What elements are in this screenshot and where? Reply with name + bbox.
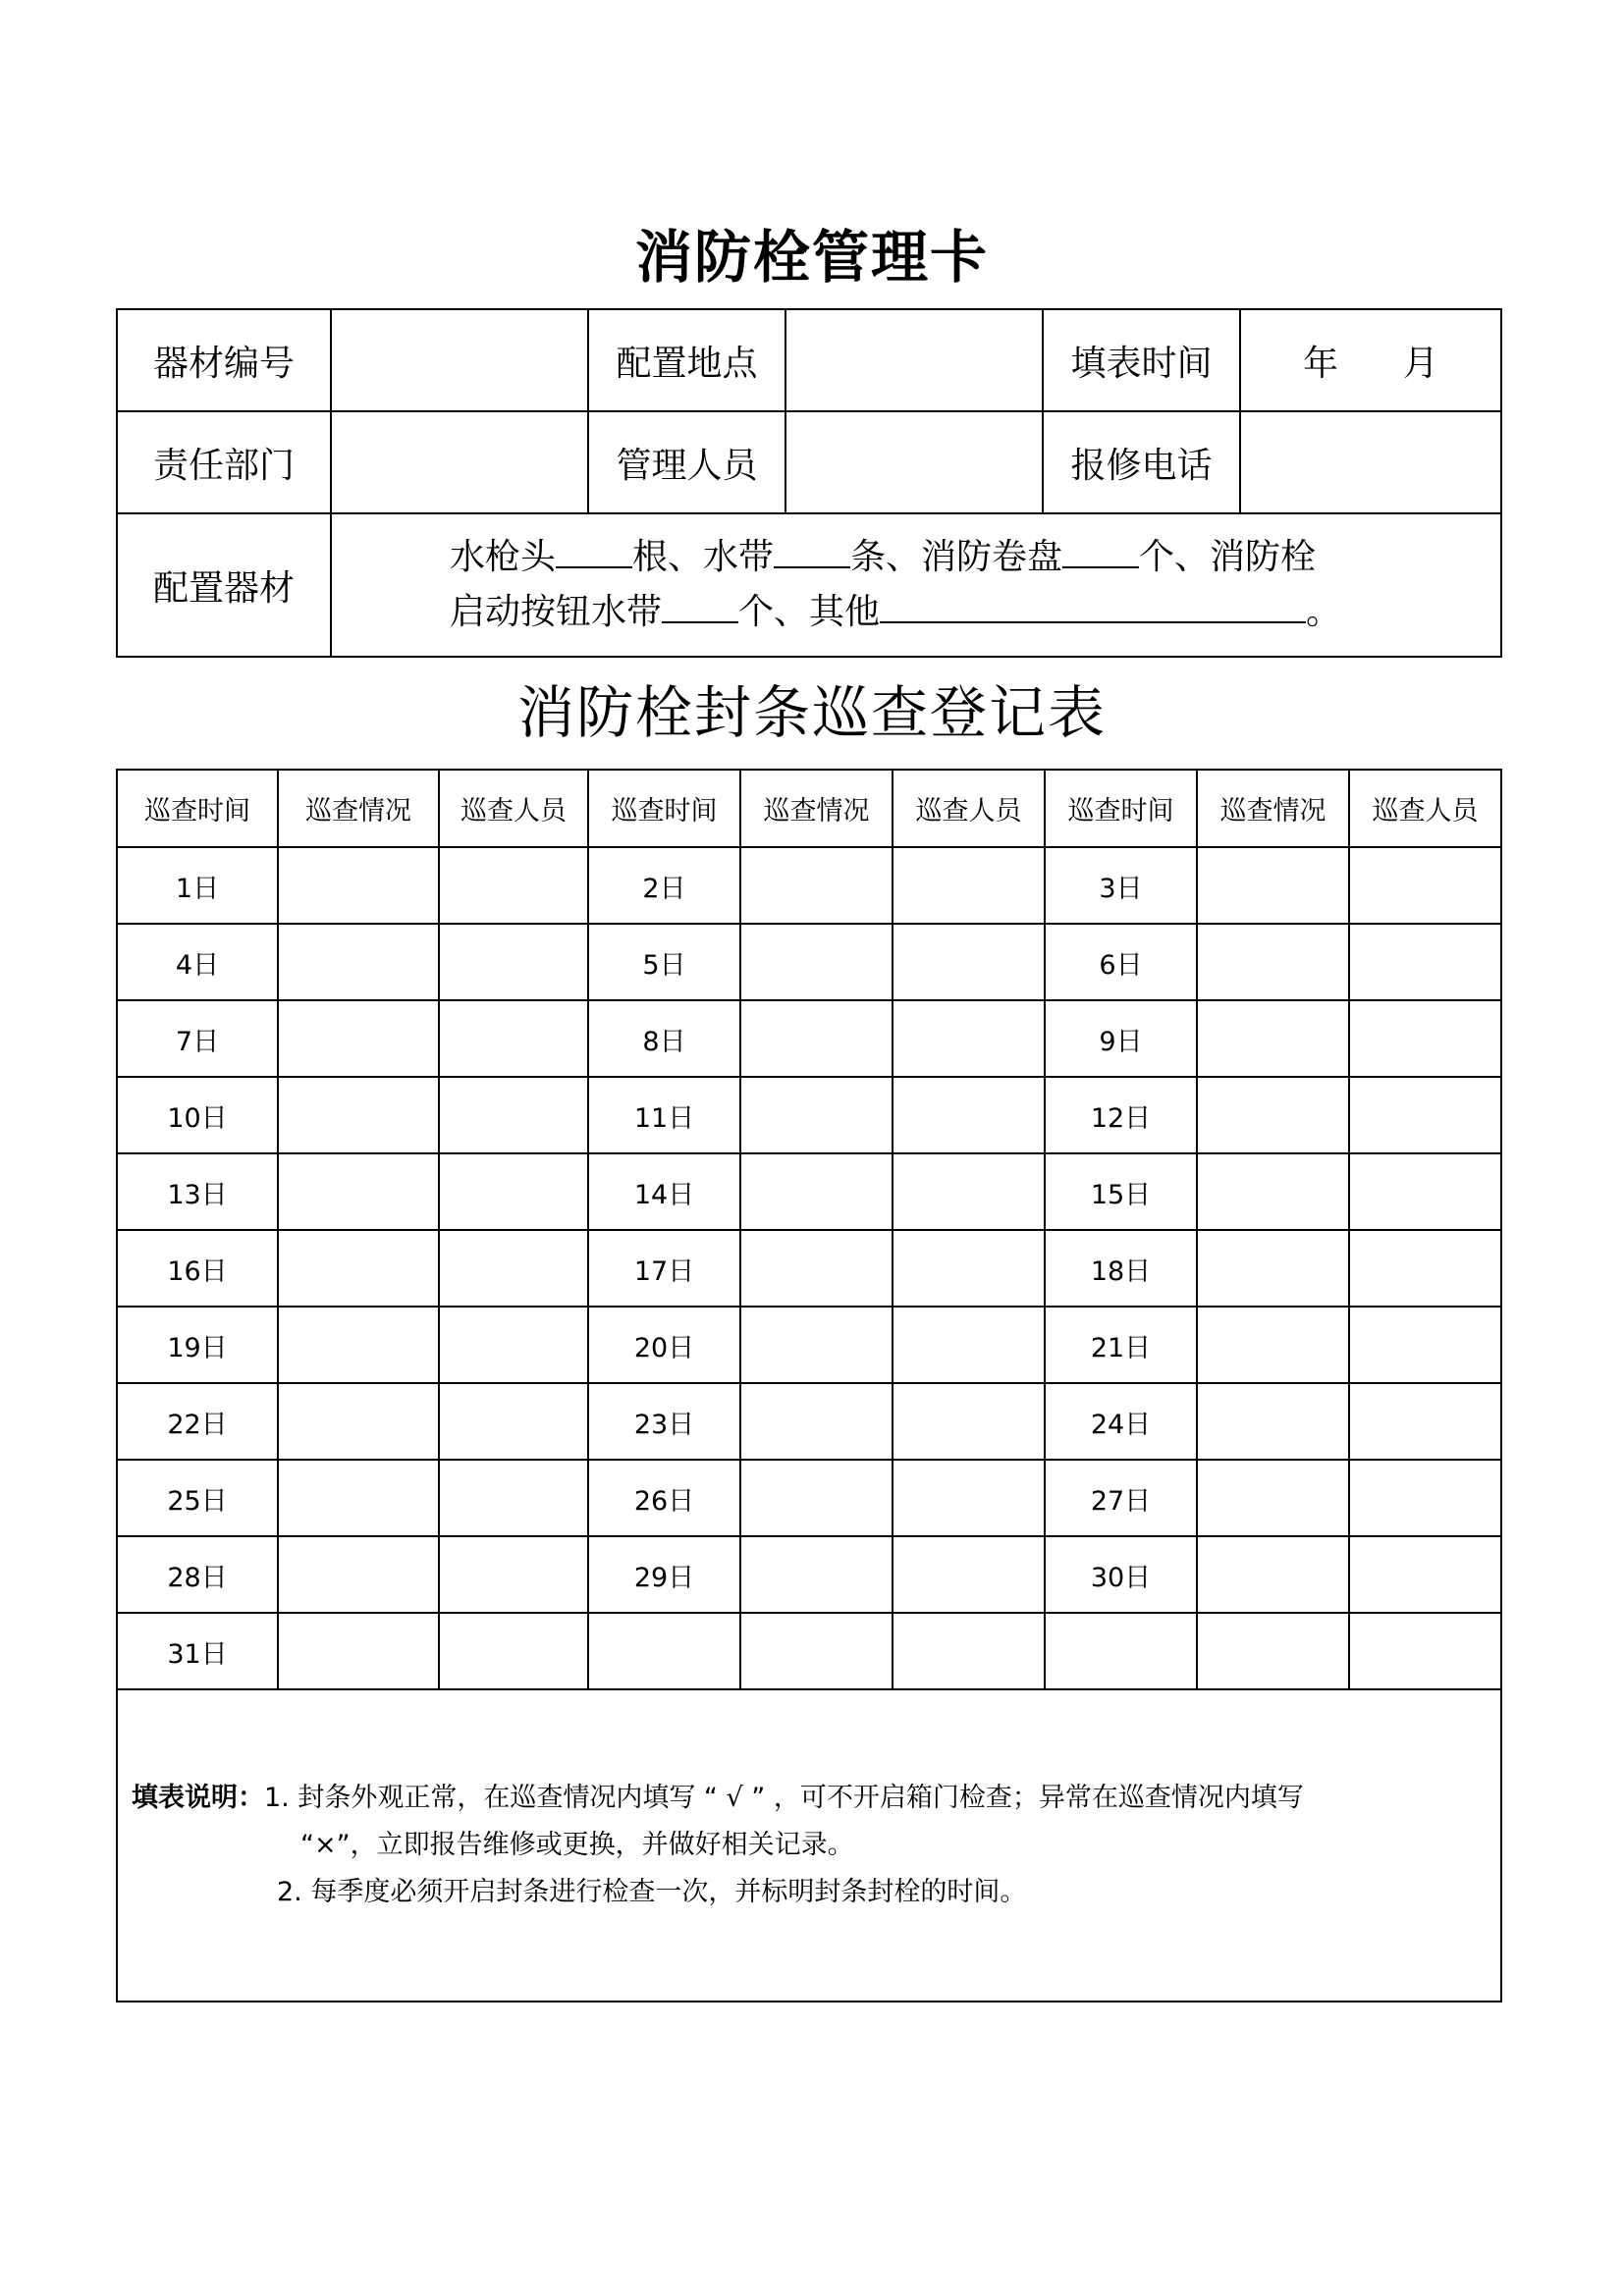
header-patrol-staff: 巡查人员 <box>439 770 588 847</box>
day-cell: 5日 <box>588 924 740 1000</box>
equip-button-text: 启动按钮水带 <box>450 592 663 632</box>
status-cell[interactable] <box>740 1230 893 1307</box>
manager-label: 管理人员 <box>588 411 785 513</box>
staff-cell[interactable] <box>439 1153 588 1230</box>
staff-cell[interactable] <box>1349 1536 1501 1613</box>
empty-cell <box>588 1613 740 1689</box>
nozzle-count-blank[interactable] <box>556 533 632 568</box>
status-cell[interactable] <box>1197 1536 1349 1613</box>
table-row <box>117 924 1501 1000</box>
day-cell: 9日 <box>1045 1000 1197 1077</box>
table-row <box>117 1000 1501 1077</box>
day-cell: 12日 <box>1045 1077 1197 1153</box>
instruction-1: 1. 封条外观正常，在巡查情况内填写 “ √ ” ，可不开启箱门检查；异常在巡查情况内填写 <box>264 1783 1304 1813</box>
equipment-line-1 <box>450 530 1500 585</box>
day-cell: 30日 <box>1045 1536 1197 1613</box>
header-patrol-time: 巡查时间 <box>588 770 740 847</box>
table-row <box>117 1230 1501 1307</box>
staff-cell[interactable] <box>893 1000 1045 1077</box>
instructions-box <box>117 1689 1501 2002</box>
day-cell: 10日 <box>117 1077 278 1153</box>
empty-cell <box>1197 1613 1349 1689</box>
day-cell: 15日 <box>1045 1153 1197 1230</box>
table-row <box>117 1613 1501 1689</box>
staff-cell[interactable] <box>1349 1307 1501 1383</box>
day-cell: 8日 <box>588 1000 740 1077</box>
other-blank[interactable] <box>880 588 1306 623</box>
staff-cell[interactable] <box>1349 1000 1501 1077</box>
staff-cell[interactable] <box>1349 1077 1501 1153</box>
staff-cell[interactable] <box>893 1307 1045 1383</box>
header-patrol-staff: 巡查人员 <box>893 770 1045 847</box>
day-cell: 21日 <box>1045 1307 1197 1383</box>
day-cell: 18日 <box>1045 1230 1197 1307</box>
instruction-1-cont: “×”，立即报告维修或更换，并做好相关记录。 <box>300 1830 854 1860</box>
equip-reel-text: 条、消防卷盘 <box>850 537 1063 577</box>
status-cell[interactable] <box>278 924 439 1000</box>
status-cell[interactable] <box>1197 1307 1349 1383</box>
header-patrol-status: 巡查情况 <box>1197 770 1349 847</box>
status-cell[interactable] <box>740 1000 893 1077</box>
staff-cell[interactable] <box>1349 847 1501 924</box>
day-cell: 25日 <box>117 1460 278 1536</box>
status-cell[interactable] <box>278 1613 439 1689</box>
repair-phone-field[interactable] <box>1240 411 1501 513</box>
day-cell: 27日 <box>1045 1460 1197 1536</box>
status-cell[interactable] <box>278 847 439 924</box>
instructions-label: 填表说明： <box>132 1783 264 1813</box>
table-row <box>117 1077 1501 1153</box>
staff-cell[interactable] <box>893 847 1045 924</box>
day-cell: 13日 <box>117 1153 278 1230</box>
status-cell[interactable] <box>1197 1153 1349 1230</box>
empty-cell <box>1045 1613 1197 1689</box>
location-label: 配置地点 <box>588 309 785 411</box>
day-cell: 16日 <box>117 1230 278 1307</box>
staff-cell[interactable] <box>439 1383 588 1460</box>
header-patrol-time: 巡查时间 <box>117 770 278 847</box>
equip-other-text: 个、其他 <box>738 592 881 632</box>
reel-count-blank[interactable] <box>1062 533 1139 568</box>
card-title: 消防栓管理卡 <box>634 224 989 291</box>
department-field[interactable] <box>331 411 588 513</box>
staff-cell[interactable] <box>893 1383 1045 1460</box>
empty-cell <box>1349 1613 1501 1689</box>
fill-date-label: 填表时间 <box>1043 309 1240 411</box>
staff-cell[interactable] <box>1349 924 1501 1000</box>
day-cell: 19日 <box>117 1307 278 1383</box>
equip-hydrant-text: 个、消防栓 <box>1139 537 1317 577</box>
status-cell[interactable] <box>278 1307 439 1383</box>
button-hose-count-blank[interactable] <box>662 588 738 623</box>
status-cell[interactable] <box>1197 924 1349 1000</box>
day-cell: 3日 <box>1045 847 1197 924</box>
staff-cell[interactable] <box>439 1230 588 1307</box>
table-row <box>117 847 1501 924</box>
staff-cell[interactable] <box>893 1460 1045 1536</box>
day-cell: 17日 <box>588 1230 740 1307</box>
staff-cell[interactable] <box>439 847 588 924</box>
staff-cell[interactable] <box>1349 1383 1501 1460</box>
header-patrol-staff: 巡查人员 <box>1349 770 1501 847</box>
staff-cell[interactable] <box>439 1613 588 1689</box>
day-cell: 20日 <box>588 1307 740 1383</box>
empty-cell <box>740 1613 893 1689</box>
equip-hose-text: 根、水带 <box>632 537 775 577</box>
table-row <box>117 1383 1501 1460</box>
status-cell[interactable] <box>740 1460 893 1536</box>
day-cell: 31日 <box>117 1613 278 1689</box>
equipment-config-field <box>331 513 1501 657</box>
hose-count-blank[interactable] <box>774 533 850 568</box>
log-title: 消防栓封条巡查登记表 <box>516 679 1107 746</box>
status-cell[interactable] <box>740 1383 893 1460</box>
table-row <box>117 1307 1501 1383</box>
table-row <box>117 1536 1501 1613</box>
status-cell[interactable] <box>1197 1460 1349 1536</box>
staff-cell[interactable] <box>439 924 588 1000</box>
equipment-config-label: 配置器材 <box>117 513 331 657</box>
day-cell: 28日 <box>117 1536 278 1613</box>
manager-field[interactable] <box>785 411 1043 513</box>
status-cell[interactable] <box>278 1000 439 1077</box>
staff-cell[interactable] <box>439 1307 588 1383</box>
equipment-line-2 <box>450 585 1500 640</box>
equip-nozzle-text: 水枪头 <box>450 537 557 577</box>
status-cell[interactable] <box>1197 1383 1349 1460</box>
day-cell: 24日 <box>1045 1383 1197 1460</box>
day-cell: 2日 <box>588 847 740 924</box>
staff-cell[interactable] <box>439 1536 588 1613</box>
day-cell: 26日 <box>588 1460 740 1536</box>
status-cell[interactable] <box>278 1460 439 1536</box>
day-cell: 11日 <box>588 1077 740 1153</box>
status-cell[interactable] <box>278 1077 439 1153</box>
department-label: 责任部门 <box>117 411 331 513</box>
staff-cell[interactable] <box>439 1460 588 1536</box>
status-cell[interactable] <box>1197 1077 1349 1153</box>
staff-cell[interactable] <box>1349 1460 1501 1536</box>
equipment-number-label: 器材编号 <box>117 309 331 411</box>
day-cell: 14日 <box>588 1153 740 1230</box>
header-patrol-time: 巡查时间 <box>1045 770 1197 847</box>
status-cell[interactable] <box>278 1536 439 1613</box>
location-field[interactable] <box>785 309 1043 411</box>
equip-end-text: 。 <box>1306 592 1342 632</box>
repair-phone-label: 报修电话 <box>1043 411 1240 513</box>
header-patrol-status: 巡查情况 <box>740 770 893 847</box>
staff-cell[interactable] <box>893 1536 1045 1613</box>
instruction-2: 2. 每季度必须开启封条进行检查一次，并标明封条封栓的时间。 <box>277 1877 1027 1907</box>
staff-cell[interactable] <box>893 1077 1045 1153</box>
equipment-number-field[interactable] <box>331 309 588 411</box>
staff-cell[interactable] <box>893 1153 1045 1230</box>
patrol-log-table <box>116 769 1502 2002</box>
empty-cell <box>893 1613 1045 1689</box>
management-card-table <box>116 308 1502 658</box>
header-patrol-status: 巡查情况 <box>278 770 439 847</box>
day-cell: 23日 <box>588 1383 740 1460</box>
table-row <box>117 1153 1501 1230</box>
staff-cell[interactable] <box>1349 1153 1501 1230</box>
staff-cell[interactable] <box>439 1000 588 1077</box>
status-cell[interactable] <box>1197 1230 1349 1307</box>
status-cell[interactable] <box>740 847 893 924</box>
status-cell[interactable] <box>740 1077 893 1153</box>
status-cell[interactable] <box>740 924 893 1000</box>
status-cell[interactable] <box>1197 1000 1349 1077</box>
staff-cell[interactable] <box>1349 1230 1501 1307</box>
status-cell[interactable] <box>740 1153 893 1230</box>
status-cell[interactable] <box>278 1153 439 1230</box>
month-label: 月 <box>1403 343 1439 384</box>
day-cell: 1日 <box>117 847 278 924</box>
year-label: 年 <box>1302 343 1338 384</box>
status-cell[interactable] <box>1197 847 1349 924</box>
status-cell[interactable] <box>278 1383 439 1460</box>
staff-cell[interactable] <box>893 924 1045 1000</box>
day-cell: 29日 <box>588 1536 740 1613</box>
table-row <box>117 1460 1501 1536</box>
staff-cell[interactable] <box>439 1077 588 1153</box>
status-cell[interactable] <box>740 1536 893 1613</box>
status-cell[interactable] <box>278 1230 439 1307</box>
staff-cell[interactable] <box>893 1230 1045 1307</box>
day-cell: 4日 <box>117 924 278 1000</box>
day-cell: 22日 <box>117 1383 278 1460</box>
day-cell: 6日 <box>1045 924 1197 1000</box>
log-header-row <box>117 770 1501 847</box>
fill-date-field[interactable] <box>1240 309 1501 411</box>
status-cell[interactable] <box>740 1307 893 1383</box>
day-cell: 7日 <box>117 1000 278 1077</box>
